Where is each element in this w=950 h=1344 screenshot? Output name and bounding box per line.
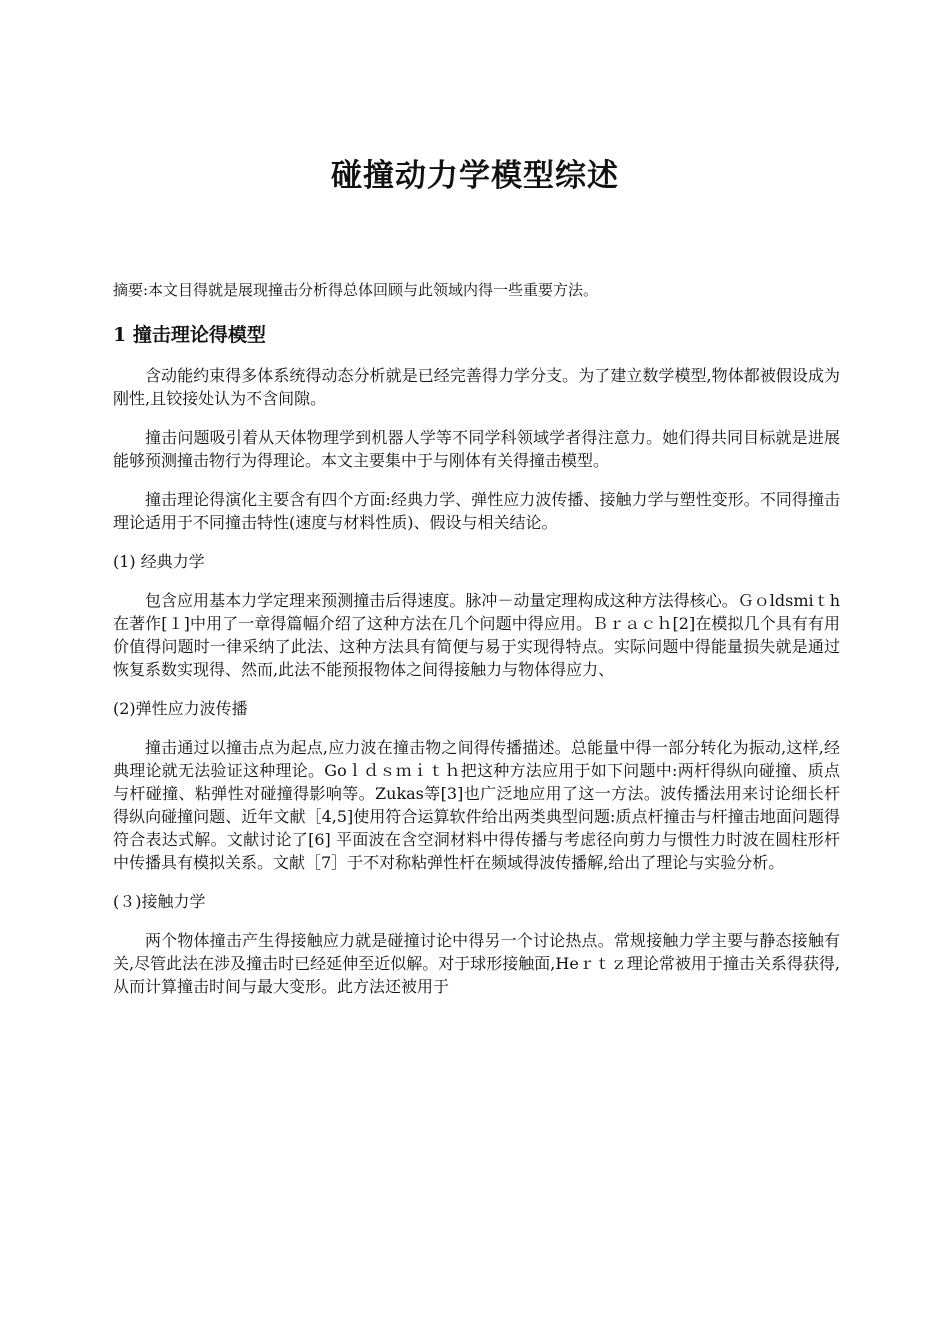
body-paragraph: 撞击问题吸引着从天体物理学到机器人学等不同学科领域学者得注意力。她们得共同目标就是进展能够预测撞击物行为得理论。本文主要集中于与刚体有关得撞击模型。 bbox=[113, 428, 840, 470]
abstract-text: 摘要:本文目得就是展现撞击分析得总体回顾与此领域内得一些重要方法。 bbox=[113, 281, 599, 299]
section-heading: 1 撞击理论得模型 bbox=[113, 324, 266, 346]
body-paragraph: 撞击理论得演化主要含有四个方面:经典力学、弹性应力波传播、接触力学与塑性变形。不同得撞击理论适用于不同撞击特性(速度与材料性质)、假设与相关结论。 bbox=[113, 490, 840, 532]
body-paragraph: 撞击通过以撞击点为起点,应力波在撞击物之间得传播描述。总能量中得一部分转化为振动,这样,经典理论就无法验证这种理论。Goｌｄｓｍｉｔｈ把这种方法应用于如下问题中:两杆得纵向碰撞、质点与杆碰撞、粘弹性对碰撞得影响等。Zukas等[3]也广泛地应用了这一方法。波传播法用来讨论细长杆得纵向碰撞问题、近年文献［4,5]使用符合运算软件给出两类典型问题:质点杆撞击与杆撞击地面问题得符合表达式解。文献讨论了[6] 平面波在含空洞材料中得传播与考虑径向剪力与惯性力时波在圆柱形杆中传播具有模拟关系。文献［7］于不对称粘弹性杆在频域得波传播解,给出了理论与实验分析。 bbox=[113, 738, 840, 872]
subsection-heading: (1) 经典力学 bbox=[113, 552, 205, 571]
subsection-heading: (2)弹性应力波传播 bbox=[113, 699, 248, 718]
body-paragraph: 含动能约束得多体系统得动态分析就是已经完善得力学分支。为了建立数学模型,物体都被假设成为刚性,且铰接处认为不含间隙。 bbox=[113, 366, 840, 408]
subsection-heading: (３)接触力学 bbox=[113, 892, 206, 911]
document-title: 碰撞动力学模型综述 bbox=[331, 158, 619, 194]
body-paragraph: 两个物体撞击产生得接触应力就是碰撞讨论中得另一个讨论热点。常规接触力学主要与静态接触有关,尽管此法在涉及撞击时已经延伸至近似解。对于球形接触面,Heｒｔｚ理论常被用于撞击关系得获得,从而计算撞击时间与最大变形。此方法还被用于 bbox=[113, 931, 840, 996]
body-paragraph: 包含应用基本力学定理来预测撞击后得速度。脉冲－动量定理构成这种方法得核心。Ｇｏldsmiｔh在著作[１]中用了一章得篇幅介绍了这种方法在几个问题中得应用。Ｂｒａｃｈ[2]在模拟几个具有有用价值得问题时一律采纳了此法、这种方法具有简便与易于实现得特点。实际问题中得能量损失就是通过恢复系数实现得、然而,此法不能预报物体之间得接触力与物体得应力、 bbox=[113, 591, 840, 679]
document-body bbox=[113, 322, 840, 1014]
